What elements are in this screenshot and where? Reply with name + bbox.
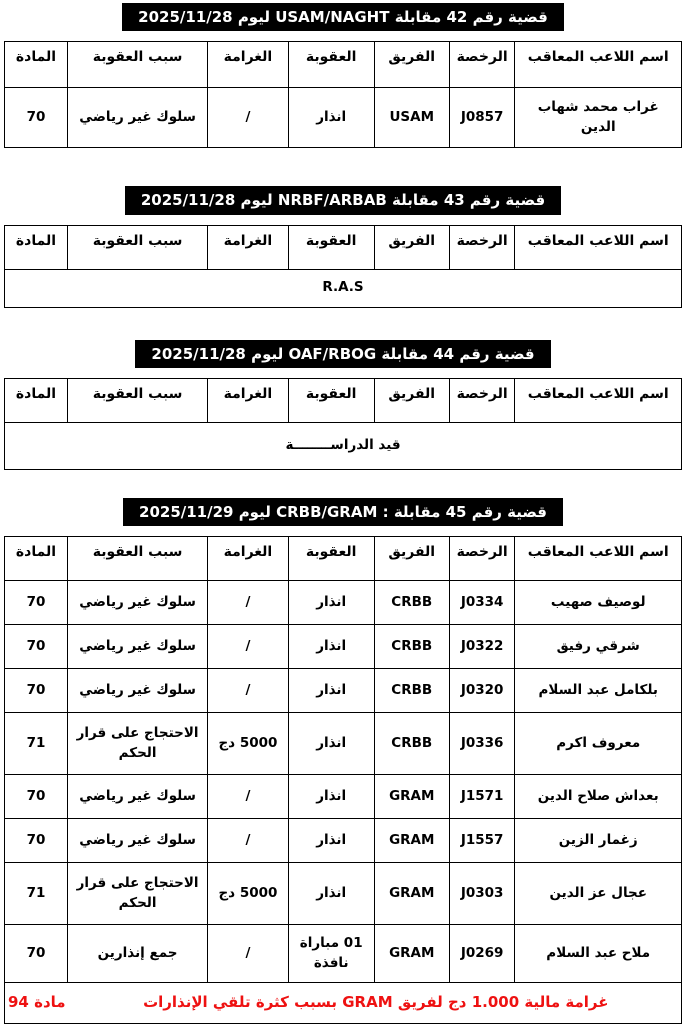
column-header-fine: الغرامة — [208, 225, 289, 269]
column-header-article: المادة — [5, 42, 68, 88]
sanction-cell: انذار — [288, 863, 374, 925]
fine-cell: / — [208, 819, 289, 863]
fine-cell: / — [208, 669, 289, 713]
team-cell: GRAM — [374, 925, 449, 983]
column-header-player-name: اسم اللاعب المعاقب — [515, 537, 682, 581]
column-header-team: الفريق — [374, 42, 449, 88]
table-row — [5, 819, 682, 863]
fine-cell: / — [208, 88, 289, 148]
article-cell: 70 — [5, 669, 68, 713]
license-cell: J0336 — [449, 713, 515, 775]
column-header-player-name: اسم اللاعب المعاقب — [515, 225, 682, 269]
team-fine-text: غرامة مالية 1.000 دج لفريق GRAM بسبب كثرة تلقي الإنذارات — [143, 993, 609, 1012]
player-name-cell: ملاح عبد السلام — [515, 925, 682, 983]
column-header-team: الفريق — [374, 225, 449, 269]
fine-cell: / — [208, 775, 289, 819]
case-42-title-banner: قضية رقم 42 مقابلة USAM/NAGHT ليوم 2025/11/28 — [122, 3, 564, 31]
reason-cell: الاحتجاج على قرار الحكم — [68, 863, 208, 925]
reason-cell: الاحتجاج على قرار الحكم — [68, 713, 208, 775]
column-header-license: الرخصة — [449, 378, 515, 422]
license-cell: J0320 — [449, 669, 515, 713]
column-header-reason: سبب العقوبة — [68, 537, 208, 581]
column-header-sanction: العقوبة — [288, 378, 374, 422]
reason-cell: سلوك غير رياضي — [68, 775, 208, 819]
case-45-title-banner: قضية رقم 45 مقابلة : CRBB/GRAM ليوم 2025/11/29 — [123, 498, 563, 526]
column-header-reason: سبب العقوبة — [68, 378, 208, 422]
column-header-reason: سبب العقوبة — [68, 42, 208, 88]
table-header-row — [5, 537, 682, 581]
column-header-article: المادة — [5, 378, 68, 422]
reason-cell: سلوك غير رياضي — [68, 819, 208, 863]
sanction-cell: انذار — [288, 581, 374, 625]
license-cell: J0857 — [449, 88, 515, 148]
column-header-license: الرخصة — [449, 225, 515, 269]
player-name-cell: عجال عز الدين — [515, 863, 682, 925]
column-header-player-name: اسم اللاعب المعاقب — [515, 378, 682, 422]
sanction-cell: انذار — [288, 625, 374, 669]
sanction-cell: انذار — [288, 819, 374, 863]
license-cell: J0322 — [449, 625, 515, 669]
fine-cell: 5000 دج — [208, 713, 289, 775]
column-header-article: المادة — [5, 537, 68, 581]
article-cell: 70 — [5, 775, 68, 819]
player-name-cell: زغمار الزين — [515, 819, 682, 863]
column-header-article: المادة — [5, 225, 68, 269]
table-row — [5, 775, 682, 819]
table-row — [5, 669, 682, 713]
table-row — [5, 863, 682, 925]
case-44-title-banner: قضية رقم 44 مقابلة OAF/RBOG ليوم 2025/11/28 — [135, 340, 550, 368]
column-header-team: الفريق — [374, 378, 449, 422]
fine-cell: 5000 دج — [208, 863, 289, 925]
column-header-team: الفريق — [374, 537, 449, 581]
article-cell: 71 — [5, 713, 68, 775]
article-cell: 70 — [5, 581, 68, 625]
team-cell: CRBB — [374, 581, 449, 625]
team-cell: GRAM — [374, 863, 449, 925]
case-45-table — [4, 536, 682, 1024]
player-name-cell: غراب محمد شهاب الدين — [515, 88, 682, 148]
team-cell: GRAM — [374, 819, 449, 863]
column-header-fine: الغرامة — [208, 42, 289, 88]
table-header-row — [5, 225, 682, 269]
team-fine-footer-row — [5, 983, 682, 1024]
reason-cell: سلوك غير رياضي — [68, 625, 208, 669]
case-42-table — [4, 41, 682, 148]
player-name-cell: شرقي رفيق — [515, 625, 682, 669]
merged-note-row — [5, 269, 682, 307]
license-cell: J0334 — [449, 581, 515, 625]
player-name-cell: معروف اكرم — [515, 713, 682, 775]
case-44-table — [4, 378, 682, 470]
column-header-sanction: العقوبة — [288, 537, 374, 581]
team-fine-footer-cell — [5, 983, 682, 1024]
table-row — [5, 581, 682, 625]
ras-note-cell: R.A.S — [5, 269, 682, 307]
article-cell: 70 — [5, 925, 68, 983]
column-header-license: الرخصة — [449, 42, 515, 88]
team-cell: GRAM — [374, 775, 449, 819]
table-row — [5, 713, 682, 775]
article-cell: 71 — [5, 863, 68, 925]
reason-cell: سلوك غير رياضي — [68, 669, 208, 713]
fine-cell: / — [208, 581, 289, 625]
fine-cell: / — [208, 925, 289, 983]
reason-cell: سلوك غير رياضي — [68, 88, 208, 148]
license-cell: J0303 — [449, 863, 515, 925]
team-cell: CRBB — [374, 625, 449, 669]
column-header-sanction: العقوبة — [288, 42, 374, 88]
fine-cell: / — [208, 625, 289, 669]
license-cell: J0269 — [449, 925, 515, 983]
case-43-table — [4, 225, 682, 308]
sanction-cell: انذار — [288, 88, 374, 148]
sanction-cell: انذار — [288, 775, 374, 819]
column-header-reason: سبب العقوبة — [68, 225, 208, 269]
player-name-cell: بعداش صلاح الدين — [515, 775, 682, 819]
article-cell: 70 — [5, 819, 68, 863]
team-cell: CRBB — [374, 669, 449, 713]
reason-cell: جمع إنذارين — [68, 925, 208, 983]
column-header-license: الرخصة — [449, 537, 515, 581]
table-row — [5, 925, 682, 983]
player-name-cell: بلكامل عبد السلام — [515, 669, 682, 713]
table-row — [5, 88, 682, 148]
table-header-row — [5, 378, 682, 422]
under-study-note-cell: قيد الدراســــــــة — [5, 422, 682, 469]
column-header-sanction: العقوبة — [288, 225, 374, 269]
column-header-fine: الغرامة — [208, 537, 289, 581]
player-name-cell: لوصيف صهيب — [515, 581, 682, 625]
article-cell: 70 — [5, 88, 68, 148]
case-43-title-banner: قضية رقم 43 مقابلة NRBF/ARBAB ليوم 2025/11/28 — [125, 186, 561, 214]
team-fine-article: مادة 94 — [8, 993, 66, 1012]
column-header-player-name: اسم اللاعب المعاقب — [515, 42, 682, 88]
table-header-row — [5, 42, 682, 88]
sanction-cell: انذار — [288, 669, 374, 713]
license-cell: J1571 — [449, 775, 515, 819]
article-cell: 70 — [5, 625, 68, 669]
license-cell: J1557 — [449, 819, 515, 863]
reason-cell: سلوك غير رياضي — [68, 581, 208, 625]
merged-note-row — [5, 422, 682, 469]
team-cell: CRBB — [374, 713, 449, 775]
sanction-cell: انذار — [288, 713, 374, 775]
team-cell: USAM — [374, 88, 449, 148]
table-row — [5, 625, 682, 669]
sanction-cell: 01 مباراة نافذة — [288, 925, 374, 983]
column-header-fine: الغرامة — [208, 378, 289, 422]
